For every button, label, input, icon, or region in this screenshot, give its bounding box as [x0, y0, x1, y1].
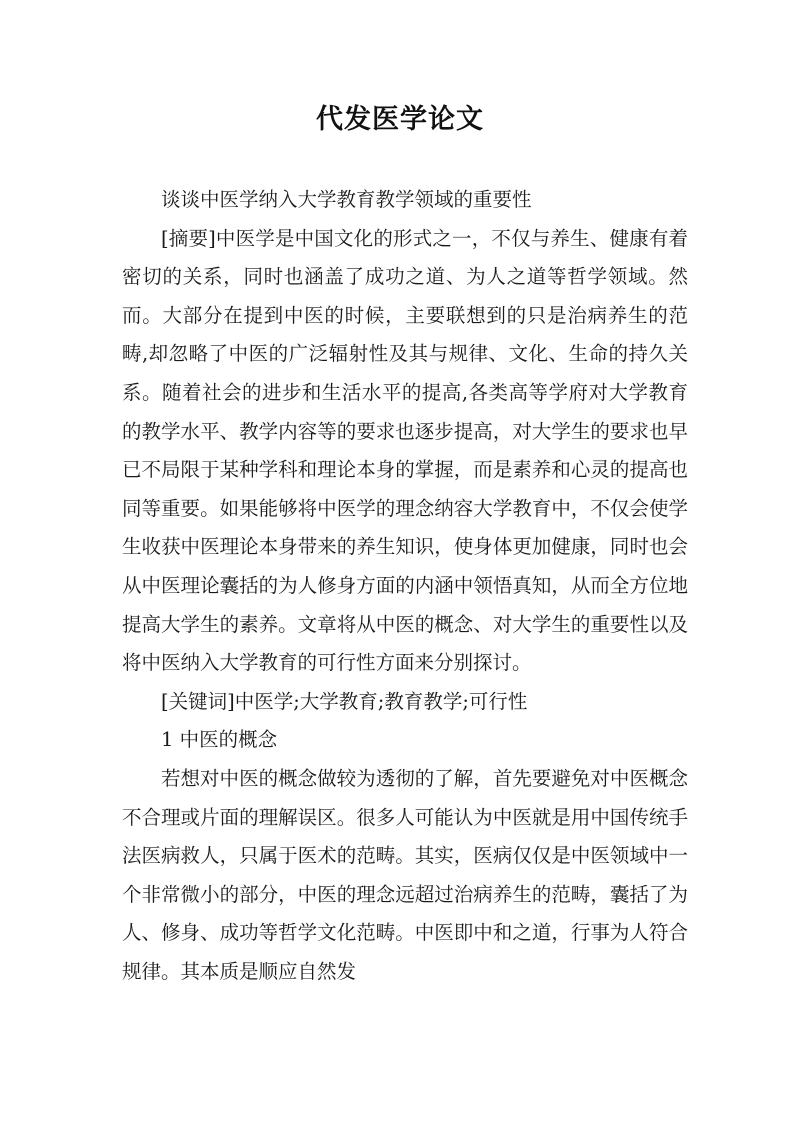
section-heading: 1 中医的概念	[161, 728, 278, 752]
keywords-paragraph: [关键词]中医学;大学教育;教育教学;可行性	[161, 689, 528, 713]
article-heading: 谈谈中医学纳入大学教育教学领域的重要性	[161, 188, 532, 211]
document-body	[122, 181, 688, 991]
document-title: 代发医学论文	[316, 104, 484, 135]
body-paragraph: 若想对中医的概念做较为透彻的了解，首先要避免对中医概念不合理或片面的理解误区。很多人可能认为中医就是用中国传统手法医病救人，只属于医术的范畴。其实，医病仅仅是中医领域中一个非常微小的部分，中医的理念远超过治病养生的范畴，囊括了为人、修身、成功等哲学文化范畴。中医即中和之道，行事为人符合规律。其本质是顺应自然发	[122, 766, 688, 983]
abstract-paragraph: [摘要]中医学是中国文化的形式之一，不仅与养生、健康有着密切的关系，同时也涵盖了成功之道、为人之道等哲学领域。然而。大部分在提到中医的时候，主要联想到的只是治病养生的范畴,却忽略了中医的广泛辐射性及其与规律、文化、生命的持久关系。随着社会的进步和生活水平的提高,各类高等学府对大学教育的教学水平、教学内容等的要求也逐步提高，对大学生的要求也早已不局限于某种学科和理论本身的掌握，而是素养和心灵的提高也同等重要。如果能够将中医学的理念纳容大学教育中，不仅会使学生收获中医理论本身带来的养生知识，使身体更加健康，同时也会从中医理论囊括的为人修身方面的内涵中领悟真知，从而全方位地提高大学生的素养。文章将从中医的概念、对大学生的重要性以及将中医纳入大学教育的可行性方面来分别探讨。	[122, 226, 688, 675]
